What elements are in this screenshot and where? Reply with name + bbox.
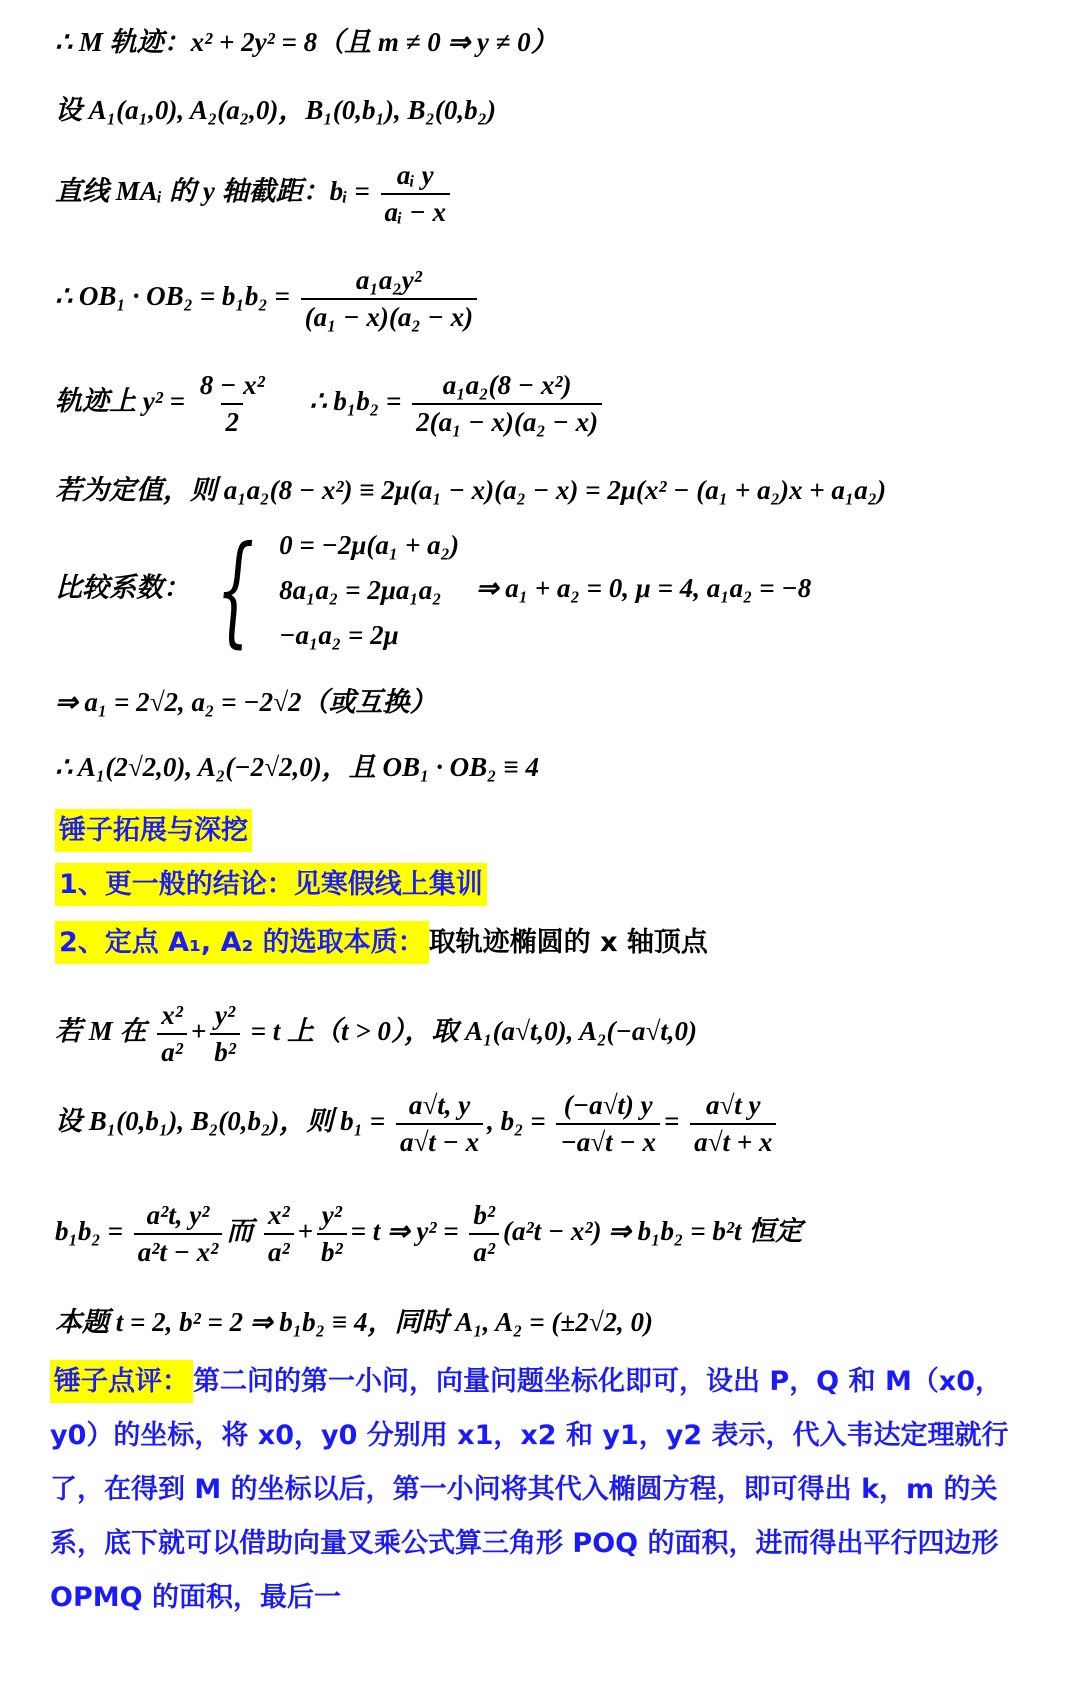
compare-label: 比较系数： (55, 572, 190, 603)
b-over-a-fraction (469, 1200, 499, 1268)
line-dot-product (55, 265, 481, 333)
product-label: b₁b₂ = (55, 1216, 123, 1247)
line-on-locus (55, 370, 606, 438)
y-squared-fraction (196, 370, 269, 438)
b2-fraction (556, 1090, 660, 1158)
intercept-label: 直线 MAᵢ 的 y 轴截距：bᵢ = (55, 176, 370, 207)
comment-label: 锤子点评： (50, 1360, 193, 1403)
fraction-numerator: x² (268, 1200, 290, 1230)
b1b2-fraction (412, 370, 602, 438)
fraction-denominator: a√t + x (690, 1123, 776, 1158)
fraction-numerator: a²t, y² (146, 1200, 210, 1230)
y-over-b-fraction (210, 1000, 240, 1068)
b1-fraction (396, 1090, 483, 1158)
fraction-numerator: a₁a₂y² (355, 265, 422, 295)
therefore-label: ∴ b₁b₂ = (309, 386, 402, 417)
fraction-denominator: −a√t − x (556, 1123, 660, 1158)
fraction-numerator: y² (321, 1200, 342, 1230)
intercept-fraction (381, 160, 450, 228)
equation-rows (279, 530, 459, 651)
heading-essence-highlight: 2、定点 A₁, A₂ 的选取本质： (55, 921, 429, 964)
b2-label: , b₂ = (487, 1106, 546, 1137)
fraction-denominator: a²t − x² (134, 1233, 223, 1268)
fraction-numerator: a√t y (705, 1090, 761, 1120)
x-over-a-fraction (264, 1200, 294, 1268)
heading-essence (55, 920, 708, 959)
dot-product-fraction (301, 265, 478, 333)
fraction-denominator: (a₁ − x)(a₂ − x) (301, 298, 478, 333)
equation-row: 0 = −2μ(a₁ + a₂) (279, 530, 460, 560)
fraction-denominator: a√t − x (396, 1123, 483, 1158)
fraction-numerator: y² (215, 1000, 236, 1030)
general-ellipse-rest: = t 上（t > 0），取 A₁(a√t,0), A₂(−a√t,0) (250, 1016, 697, 1047)
fraction-numerator: a₁a₂(8 − x²) (442, 370, 572, 400)
fraction-denominator: b² (317, 1233, 347, 1268)
implies-label: = t ⇒ y² = (350, 1216, 459, 1247)
x-over-a-fraction (157, 1000, 187, 1068)
compare-result: ⇒ a₁ + a₂ = 0, μ = 4, a₁a₂ = −8 (475, 572, 812, 603)
line-general-ellipse: 若 M 在 $\frac{\text{x²}}{\text{a²}}$ + $\frac{\text{y²}}{\text{b²}}$ = t 上（t > 0），取 A₁(a√t,0), A₂(−a√t,0) (55, 1000, 697, 1067)
heading-general-conclusion-text: 1、更一般的结论：见寒假线上集训 (55, 863, 487, 906)
fraction-numerator: a√t, y (408, 1090, 471, 1120)
fraction-numerator: x² (161, 1000, 183, 1030)
while-label: 而 (226, 1216, 254, 1247)
y-over-b-fraction (317, 1200, 347, 1268)
line-set-points: 设 A₁(a₁,0), A₂(a₂,0)，B₁(0,b₁), B₂(0,b₂) (55, 95, 497, 125)
line-compare-coefficients (55, 520, 812, 660)
fraction-numerator: aᵢ y (396, 160, 434, 190)
fraction-denominator: a² (157, 1033, 187, 1068)
fraction-denominator: 2(a₁ − x)(a₂ − x) (412, 403, 602, 438)
b2-simplified-fraction (690, 1090, 776, 1158)
line-locus: ∴ M 轨迹：x² + 2y² = 8（且 m ≠ 0 ⇒ y ≠ 0） (55, 27, 558, 57)
fraction-denominator: 2 (221, 403, 243, 438)
fraction-numerator: 8 − x² (199, 370, 265, 400)
dot-product-label: ∴ OB₁ · OB₂ = b₁b₂ = (55, 281, 290, 312)
equation-row: −a₁a₂ = 2μ (279, 620, 399, 650)
fraction-denominator: aᵢ − x (381, 193, 450, 228)
line-intercept (55, 160, 454, 228)
fraction-numerator: b² (473, 1200, 495, 1230)
fraction-denominator: a² (264, 1233, 294, 1268)
product-fraction (134, 1200, 223, 1268)
fraction-denominator: b² (210, 1033, 240, 1068)
general-ellipse-label: 若 M 在 (55, 1016, 147, 1047)
line-general-product: b₁b₂ = $\frac{\text{a²t, y²}}{\text{a²t − x²}}$ 而 $\frac{\text{x²}}{\text{a²}}$ + $\frac{\text{y²}}{\text{b²}}$ = t ⇒ y² = $\frac{\text{b²}}{\text{a²}}$ (a²t − x²) ⇒ b₁b₂ = b²t 恒定 (55, 1200, 803, 1267)
equation-row: 8a₁a₂ = 2μa₁a₂ (279, 575, 442, 605)
fraction-numerator: (−a√t) y (563, 1090, 653, 1120)
heading-extension (55, 808, 252, 847)
line-this-problem: 本题 t = 2, b² = 2 ⇒ b₁b₂ ≡ 4，同时 A₁, A₂ = (±2√2, 0) (55, 1307, 654, 1337)
line-a-values: ⇒ a₁ = 2√2, a₂ = −2√2（或互换） (55, 687, 437, 717)
general-intercepts-label: 设 B₁(0,b₁), B₂(0,b₂)，则 b₁ = (55, 1106, 386, 1137)
fraction-denominator: a² (469, 1233, 499, 1268)
line-fixed-points: ∴ A₁(2√2,0), A₂(−2√2,0)，且 OB₁ · OB₂ ≡ 4 (55, 752, 539, 782)
hammer-comment (50, 1355, 1050, 1625)
heading-general-conclusion (55, 862, 487, 901)
comment-text: 第二问的第一小问，向量问题坐标化即可，设出 P，Q 和 M（x0，y0）的坐标，将 x0，y0 分别用 x1，x2 和 y1，y2 表示，代入韦达定理就行了，在得到 M 的坐标以后，第一小问将其代入椭圆方程，即可得出 k，m 的关系，底下就可以借助向量叉乘公式算三角形 POQ 的面积，进而得出平行四边形 OPMQ 的面积，最后一 (50, 1366, 1009, 1613)
line-constant-condition: 若为定值，则 a₁a₂(8 − x²) ≡ 2μ(a₁ − x)(a₂ − x) = 2μ(x² − (a₁ + a₂)x + a₁a₂) (55, 475, 887, 505)
left-brace: { (215, 520, 255, 660)
equation-system (197, 520, 460, 660)
heading-essence-rest: 取轨迹椭圆的 x 轴顶点 (428, 927, 708, 958)
line-general-intercepts (55, 1090, 780, 1158)
on-locus-label: 轨迹上 y² = (55, 386, 185, 417)
product-conclusion: (a²t − x²) ⇒ b₁b₂ = b²t 恒定 (502, 1216, 803, 1247)
heading-extension-text: 锤子拓展与深挖 (55, 809, 252, 852)
equals-sign: = (663, 1106, 680, 1137)
